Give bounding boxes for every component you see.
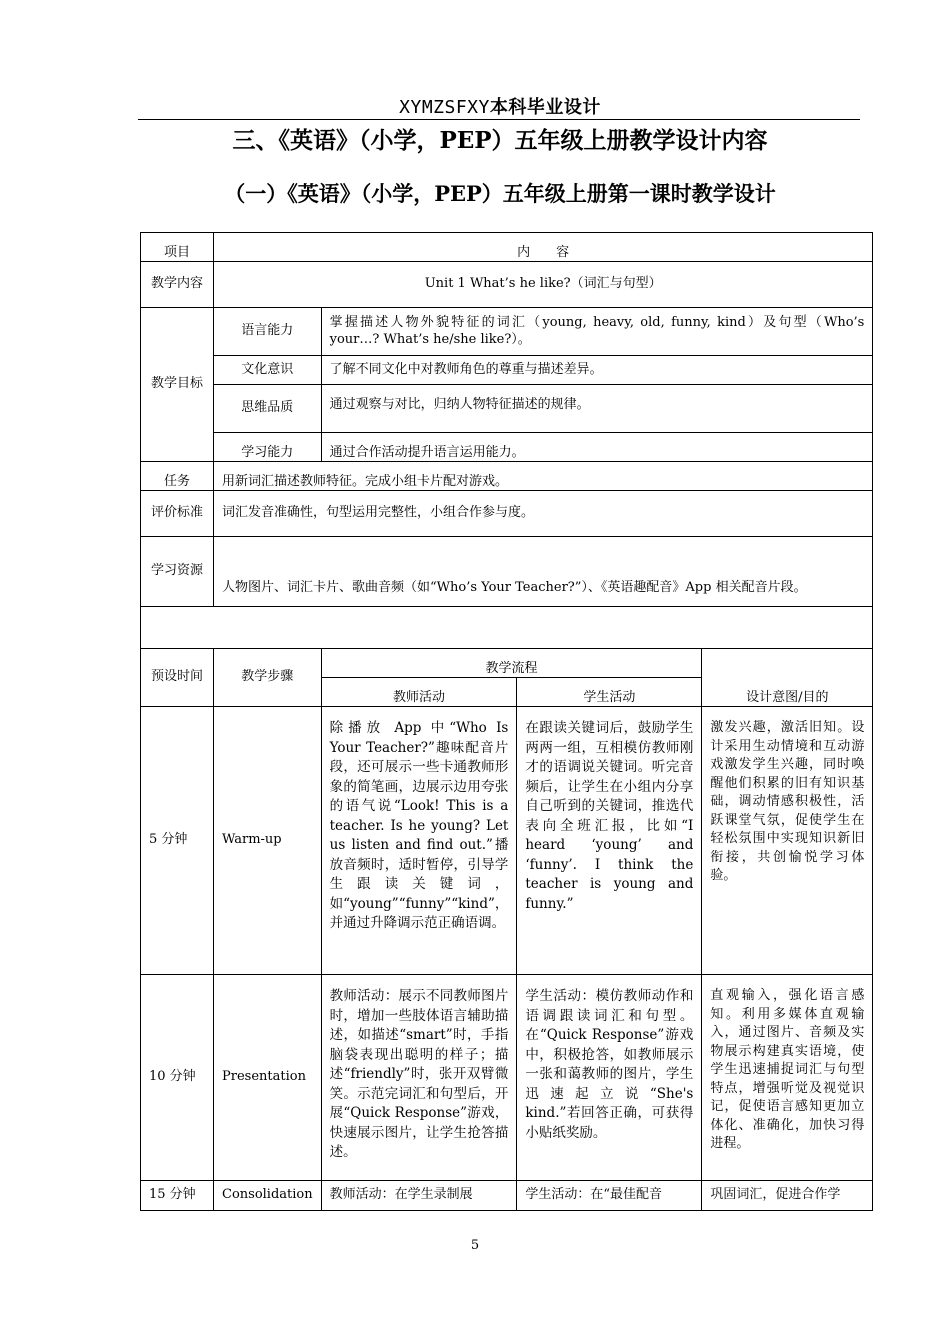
section-title: 三、《英语》（小学，PEP）五年级上册教学设计内容 — [232, 127, 768, 154]
goals-label: 教学目标 — [141, 308, 214, 462]
row-intent: 激发兴趣，激活旧知。设计采用生动情境和互动游戏激发学生兴趣，同时唤醒他们积累的旧有知识基础，调动情感积极性，活跃课堂气氛，促使学生在轻松氛围中实现知识新旧衔接，共创愉悦学习体验。 — [702, 707, 873, 975]
goal-text: 通过合作活动提升语言运用能力。 — [321, 433, 873, 462]
goal-name: 文化意识 — [214, 356, 322, 385]
row-teacher: 教师活动：在学生录制展 — [321, 1181, 517, 1211]
page-number: 5 — [470, 1238, 480, 1253]
intent-header: 设计意图/目的 — [702, 649, 873, 707]
goal-text: 了解不同文化中对教师角色的尊重与描述差异。 — [321, 356, 873, 385]
step-header: 教学步骤 — [214, 649, 322, 707]
row-teacher: 教师活动：展示不同教师图片时，增加一些肢体语言辅助描述，如描述“smart”时，手指脑袋表现出聪明的样子；描述“friendly”时，张开双臂微笑。示范完词汇和句型后，开展“Quick Response”游戏，快速展示图片，让学生抢答描述。 — [321, 975, 517, 1181]
row-teacher: 除播放 App 中“Who Is Your Teacher?”趣味配音片段，还可展示一些卡通教师形象的简笔画，边展示边用夸张的语气说“Look! This is a teacher. Is he young? Let us listen and find out.”播放音频时，适时暂停，引导学生跟读关键词，如“young”“funny”“kind”，并通过升降调示范正确语调。 — [321, 707, 517, 975]
task-label: 任务 — [141, 462, 214, 491]
student-header: 学生活动 — [517, 678, 702, 707]
row-intent: 直观输入，强化语言感知。利用多媒体直观输入，通过图片、音频及实物展示构建真实语境，使学生迅速捕捉词汇与句型特点，增强听觉及视觉识记，促使语言感知更加立体化、准确化，加快习得进程。 — [702, 975, 873, 1181]
spacer-row — [141, 607, 873, 649]
goal-name: 学习能力 — [214, 433, 322, 462]
flow-header: 教学流程 — [321, 649, 702, 678]
header-item: 项目 — [141, 233, 214, 262]
eval-value: 词汇发音准确性，句型运用完整性，小组合作参与度。 — [214, 491, 873, 537]
row-step: Consolidation — [214, 1181, 322, 1211]
running-header — [140, 93, 860, 119]
goal-name: 语言能力 — [214, 308, 322, 356]
goal-text: 掌握描述人物外貌特征的词汇（young, heavy, old, funny, kind）及句型（Who’s your…? What’s he/she like?）。 — [321, 308, 873, 356]
row-student: 学生活动：模仿教师动作和语调跟读词汇和句型。在“Quick Response”游戏中，积极抢答，如教师展示一张和蔼教师的图片，学生迅速起立说“She's kind.”若回答正确，可获得小贴纸奖励。 — [517, 975, 702, 1181]
content-label: 教学内容 — [141, 262, 214, 308]
header-prefix: XYMZSFXY — [399, 97, 490, 118]
time-header: 预设时间 — [141, 649, 214, 707]
row-time: 5 分钟 — [141, 707, 214, 975]
teacher-header: 教师活动 — [321, 678, 517, 707]
row-step: Warm-up — [214, 707, 322, 975]
resources-value: 人物图片、词汇卡片、歌曲音频（如“Who’s Your Teacher?”）、《英语趣配音》App 相关配音片段。 — [214, 537, 873, 607]
content-value: Unit 1 What’s he like?（词汇与句型） — [214, 262, 873, 308]
resources-label: 学习资源 — [141, 537, 214, 607]
subsection-title: （一）《英语》（小学，PEP）五年级上册第一课时教学设计 — [224, 181, 776, 206]
row-time: 10 分钟 — [141, 975, 214, 1181]
lesson-plan-table — [140, 232, 873, 1211]
row-step: Presentation — [214, 975, 322, 1181]
row-intent: 巩固词汇，促进合作学 — [702, 1181, 873, 1211]
row-student: 学生活动：在“最佳配音 — [517, 1181, 702, 1211]
eval-label: 评价标准 — [141, 491, 214, 537]
header-content: 内 容 — [214, 233, 873, 262]
task-value: 用新词汇描述教师特征。完成小组卡片配对游戏。 — [214, 462, 873, 491]
row-time: 15 分钟 — [141, 1181, 214, 1211]
goal-text: 通过观察与对比，归纳人物特征描述的规律。 — [321, 385, 873, 433]
row-student: 在跟读关键词后，鼓励学生两两一组，互相模仿教师刚才的语调说关键词。听完音频后，让学生在小组内分享自己听到的关键词，推选代表向全班汇报，比如“I heard ‘young’ and ‘funny’. I think the teacher is young and funny.” — [517, 707, 702, 975]
header-suffix: 本科毕业设计 — [489, 97, 601, 118]
goal-name: 思维品质 — [214, 385, 322, 433]
header-rule — [138, 119, 860, 120]
